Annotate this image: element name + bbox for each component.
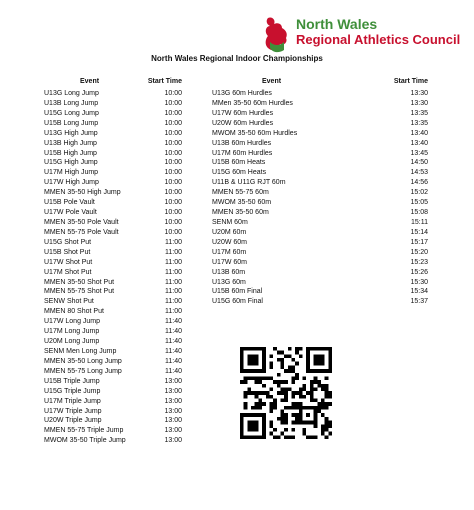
event-name: MWOM 35-50 Triple Jump	[44, 437, 126, 445]
schedule-row	[212, 109, 428, 119]
schedule-row	[44, 436, 182, 446]
start-time: 15:02	[410, 189, 428, 197]
schedule-row	[44, 119, 182, 129]
start-time: 14:50	[410, 159, 428, 167]
start-time: 11:00	[165, 248, 182, 256]
start-time: 15:17	[410, 238, 428, 246]
start-time: 15:05	[410, 199, 428, 207]
event-name: U17W 60m Hurdles	[212, 109, 274, 117]
start-time: 14:53	[410, 169, 428, 177]
start-time-header: Start Time	[147, 78, 182, 85]
schedule-row	[44, 89, 182, 99]
schedule-right	[212, 78, 428, 307]
event-name: U17W Triple Jump	[44, 407, 102, 415]
schedule-row	[212, 258, 428, 268]
schedule-row	[212, 89, 428, 99]
start-time: 10:00	[164, 218, 182, 226]
event-name: U13B 60m	[212, 268, 246, 276]
event-name: U15G Shot Put	[44, 238, 92, 246]
event-name: U17W Pole Vault	[44, 209, 97, 217]
start-time: 13:00	[164, 417, 182, 425]
event-name: U11B & U11G RJT 60m	[212, 179, 286, 187]
event-name: SENM 60m	[212, 218, 248, 226]
start-time: 11:00	[165, 298, 182, 306]
schedule-row	[44, 149, 182, 159]
start-time: 11:00	[165, 278, 182, 286]
event-name: MMEN 55-75 Triple Jump	[44, 427, 124, 435]
event-name: MMEN 35-50 60m	[212, 209, 269, 217]
event-name: U13G Long Jump	[44, 90, 99, 97]
event-name: MMEN 35-50 Pole Vault	[44, 218, 119, 226]
dragon-icon	[262, 14, 294, 54]
event-name: MMEN 35-50 Shot Put	[44, 278, 115, 286]
event-name: U15B Shot Put	[44, 248, 91, 256]
start-time: 15:26	[410, 268, 428, 276]
start-time: 13:45	[410, 149, 428, 157]
start-time: 10:00	[164, 149, 182, 157]
schedule-row	[212, 149, 428, 159]
event-name: U13B 60m Hurdles	[212, 139, 272, 147]
start-time: 10:00	[164, 209, 182, 217]
start-time: 11:00	[165, 238, 182, 246]
start-time: 11:40	[165, 318, 182, 326]
schedule-row	[212, 99, 428, 109]
start-time: 11:40	[165, 338, 182, 346]
event-name: U15B High Jump	[44, 149, 97, 157]
schedule-row	[44, 307, 182, 317]
schedule-row	[212, 278, 428, 288]
schedule-row	[212, 238, 428, 248]
start-time: 15:14	[410, 228, 428, 236]
event-name: U20M Long Jump	[44, 338, 100, 346]
schedule-row	[44, 337, 182, 347]
start-time: 11:40	[165, 367, 182, 375]
event-name: U13G 60m	[212, 278, 246, 286]
schedule-row	[44, 426, 182, 436]
schedule-row	[44, 238, 182, 248]
schedule-row	[44, 139, 182, 149]
event-name: U17M Shot Put	[44, 268, 92, 276]
schedule-row	[44, 208, 182, 218]
event-name: U17M 60m	[212, 248, 247, 256]
schedule-row	[212, 208, 428, 218]
event-name: U17M 60m Hurdles	[212, 149, 273, 157]
event-name: MMEN 55-75 Long Jump	[44, 367, 122, 375]
schedule-row	[44, 198, 182, 208]
schedule-row	[44, 228, 182, 238]
schedule-row	[44, 218, 182, 228]
schedule-row	[212, 178, 428, 188]
event-name: SENM Men Long Jump	[44, 347, 117, 355]
event-header: Event	[80, 78, 100, 85]
event-name: U20M 60m	[212, 228, 247, 236]
start-time: 15:20	[410, 248, 428, 256]
event-name: U15B 60m Heats	[212, 159, 266, 167]
start-time: 10:00	[164, 99, 182, 107]
start-time: 13:00	[164, 437, 182, 445]
event-name: U15G Triple Jump	[44, 387, 101, 395]
start-time: 10:00	[164, 169, 182, 177]
schedule-row	[212, 188, 428, 198]
event-name: U20W 60m Hurdles	[212, 119, 274, 127]
start-time: 10:00	[164, 159, 182, 167]
schedule-row	[212, 228, 428, 238]
logo-line2: Regional Athletics Council	[296, 32, 461, 47]
start-time: 14:56	[410, 179, 428, 187]
schedule-row	[44, 99, 182, 109]
schedule-row	[212, 168, 428, 178]
event-name: U17W High Jump	[44, 179, 99, 187]
schedule-row	[44, 278, 182, 288]
event-name: U15G 60m Heats	[212, 169, 267, 177]
start-time: 15:30	[410, 278, 428, 286]
schedule-row	[44, 357, 182, 367]
start-time: 10:00	[164, 228, 182, 236]
start-time: 13:00	[164, 407, 182, 415]
event-name: U15B Triple Jump	[44, 377, 100, 385]
schedule-row	[44, 109, 182, 119]
start-time: 13:00	[164, 397, 182, 405]
event-name: U13G High Jump	[44, 129, 98, 137]
schedule-row	[44, 258, 182, 268]
start-time: 10:00	[164, 90, 182, 97]
schedule-row	[44, 397, 182, 407]
event-name: U13G 60m Hurdles	[212, 90, 272, 97]
start-time: 11:00	[165, 258, 182, 266]
start-time: 15:37	[410, 298, 428, 306]
schedule-row	[44, 268, 182, 278]
schedule-row	[44, 287, 182, 297]
schedule-row	[44, 168, 182, 178]
start-time-header: Start Time	[393, 78, 428, 85]
start-time: 13:00	[164, 377, 182, 385]
start-time: 10:00	[164, 119, 182, 127]
schedule-row	[212, 119, 428, 129]
schedule-row	[44, 158, 182, 168]
start-time: 10:00	[164, 129, 182, 137]
start-time: 10:00	[164, 179, 182, 187]
schedule-row	[212, 297, 428, 307]
qr-code[interactable]	[240, 347, 332, 439]
event-name: U17W Shot Put	[44, 258, 93, 266]
start-time: 13:40	[410, 139, 428, 147]
start-time: 10:00	[164, 199, 182, 207]
schedule-row	[212, 198, 428, 208]
event-name: MMEN 35-50 High Jump	[44, 189, 121, 197]
start-time: 11:40	[165, 357, 182, 365]
event-name: U20W 60m	[212, 238, 248, 246]
event-name: U15B Pole Vault	[44, 199, 95, 207]
schedule-row	[212, 139, 428, 149]
event-name: U13B Long Jump	[44, 99, 99, 107]
start-time: 11:00	[165, 288, 182, 296]
start-time: 15:23	[410, 258, 428, 266]
event-name: U15G Long Jump	[44, 109, 99, 117]
start-time: 13:40	[410, 129, 428, 137]
event-name: MWOM 35-50 60m	[212, 199, 272, 207]
start-time: 11:40	[165, 347, 182, 355]
schedule-row	[44, 416, 182, 426]
schedule-row	[44, 297, 182, 307]
schedule-row	[44, 188, 182, 198]
event-name: U17W Long Jump	[44, 318, 101, 326]
start-time: 13:35	[410, 119, 428, 127]
start-time: 13:00	[164, 427, 182, 435]
schedule-left	[44, 78, 182, 446]
event-name: MMEN 55-75 Pole Vault	[44, 228, 119, 236]
event-name: MMEN 55-75 Shot Put	[44, 288, 115, 296]
event-name: U15B 60m Final	[212, 288, 263, 296]
start-time: 15:11	[411, 218, 428, 226]
start-time: 11:40	[165, 328, 182, 336]
logo-line1: North Wales	[296, 16, 378, 32]
schedule-row	[212, 218, 428, 228]
start-time: 15:34	[410, 288, 428, 296]
start-time: 10:00	[164, 189, 182, 197]
schedule-row	[44, 129, 182, 139]
event-name: MMEN 80 Shot Put	[44, 308, 104, 316]
start-time: 11:00	[165, 268, 182, 276]
event-name: MWOM 35-50 60m Hurdles	[212, 129, 298, 137]
schedule-row	[212, 158, 428, 168]
schedule-header	[44, 78, 182, 89]
page-title: North Wales Regional Indoor Championships	[151, 54, 323, 63]
schedule-row	[44, 387, 182, 397]
event-name: U17M High Jump	[44, 169, 99, 177]
start-time: 10:00	[164, 109, 182, 117]
start-time: 13:35	[410, 109, 428, 117]
schedule-row	[212, 287, 428, 297]
event-name: U17M Triple Jump	[44, 397, 101, 405]
event-header: Event	[262, 78, 282, 85]
start-time: 13:00	[164, 387, 182, 395]
schedule-header	[212, 78, 428, 89]
event-name: U20W Triple Jump	[44, 417, 102, 425]
schedule-row	[44, 327, 182, 337]
start-time: 15:08	[410, 209, 428, 217]
schedule-row	[44, 367, 182, 377]
event-name: U15B Long Jump	[44, 119, 99, 127]
start-time: 10:00	[164, 139, 182, 147]
event-name: MMen 35-50 60m Hurdles	[212, 99, 293, 107]
event-name: U17W 60m	[212, 258, 248, 266]
schedule-row	[44, 407, 182, 417]
schedule-row	[44, 248, 182, 258]
start-time: 11:00	[165, 308, 182, 316]
event-name: U15G 60m Final	[212, 298, 263, 306]
event-name: U15G High Jump	[44, 159, 98, 167]
start-time: 13:30	[410, 90, 428, 97]
event-name: MMEN 55-75 60m	[212, 189, 269, 197]
schedule-row	[44, 347, 182, 357]
council-logo	[262, 14, 461, 54]
schedule-row	[212, 268, 428, 278]
schedule-row	[44, 317, 182, 327]
event-name: U17M Long Jump	[44, 328, 100, 336]
schedule-row	[44, 178, 182, 188]
schedule-row	[44, 377, 182, 387]
event-name: U13B High Jump	[44, 139, 97, 147]
event-name: SENW Shot Put	[44, 298, 94, 306]
schedule-row	[212, 248, 428, 258]
schedule-row	[212, 129, 428, 139]
start-time: 13:30	[410, 99, 428, 107]
event-name: MMEN 35-50 Long Jump	[44, 357, 122, 365]
